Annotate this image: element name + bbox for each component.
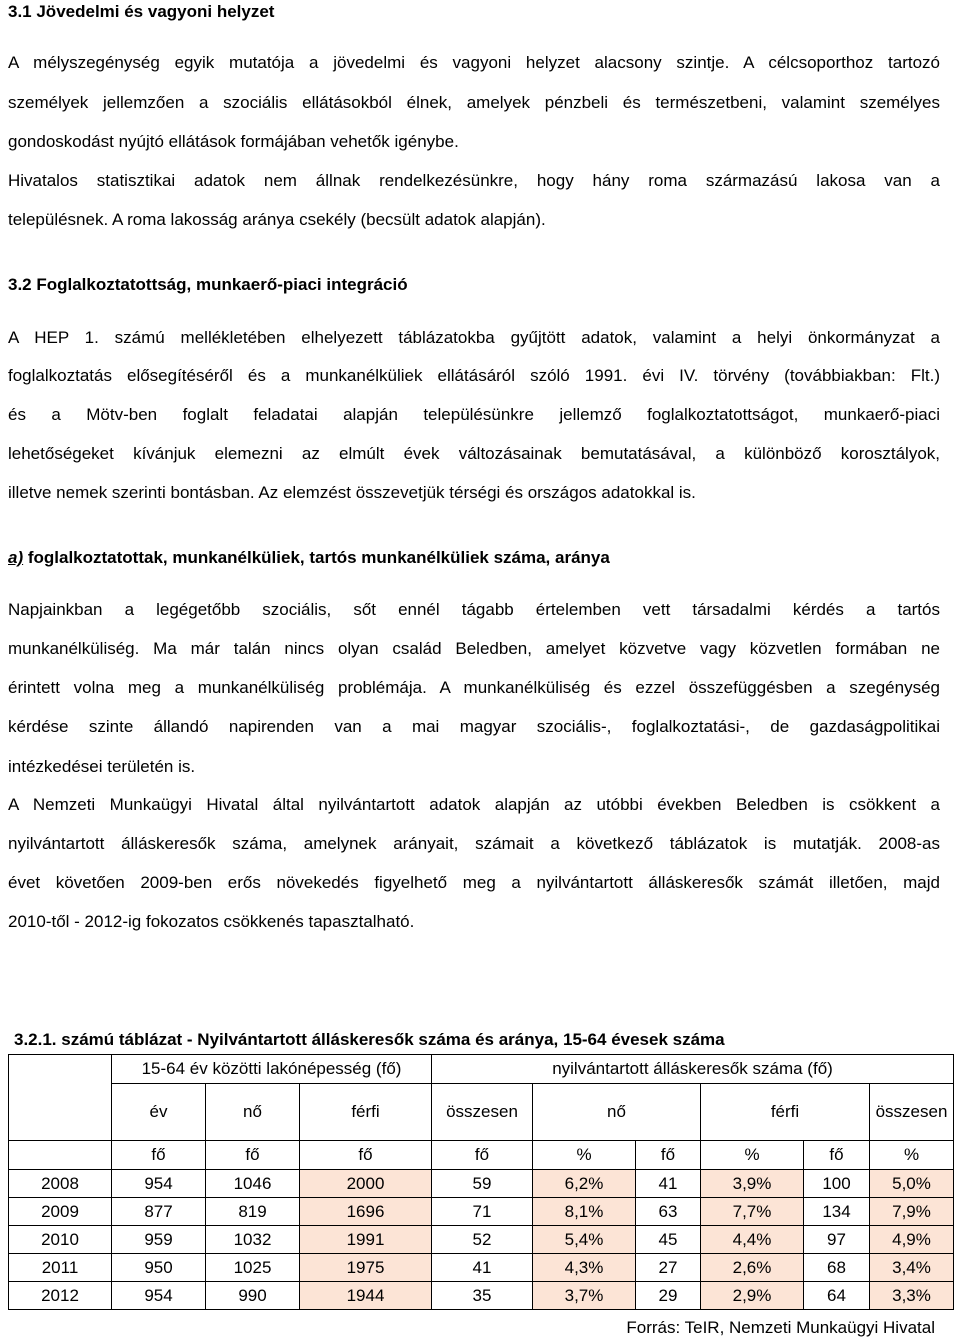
cell-js-total: 100	[804, 1170, 870, 1198]
paragraph-line: gondoskodást nyújtó ellátások formájában vehetők igénybe.	[8, 132, 459, 151]
cell-js-men-pct: 2,9%	[701, 1282, 804, 1310]
header-group-job-seekers: nyilvántartott álláskeresők száma (fő)	[432, 1055, 954, 1084]
cell-js-total-pct: 3,3%	[870, 1282, 954, 1310]
paragraph-line: A Nemzeti Munkaügyi Hivatal által nyilvántartott adatok alapján az utóbbi években Beledben is csökkent a	[8, 795, 940, 814]
unit-cell: %	[533, 1141, 636, 1170]
cell-women: 959	[112, 1226, 206, 1254]
cell-js-total-pct: 5,0%	[870, 1170, 954, 1198]
paragraph-line: A mélyszegénység egyik mutatója a jövedelmi és vagyoni helyzet alacsony szintje. A célcsoporthoz tartozó	[8, 53, 940, 72]
section-heading-3-2: 3.2 Foglalkoztatottság, munkaerő-piaci integráció	[8, 275, 408, 294]
table-row	[9, 1170, 954, 1198]
cell-js-men-pct: 2,6%	[701, 1254, 804, 1282]
cell-js-men-pct: 4,4%	[701, 1226, 804, 1254]
paragraph-line: Hivatalos statisztikai adatok nem állnak rendelkezésünkre, hogy hány roma származású lakosa van a	[8, 171, 940, 190]
unit-empty	[9, 1141, 112, 1170]
paragraph-line: Napjainkban a legégetőbb szociális, sőt ennél tágabb értelemben vett társadalmi kérdés a tartós	[8, 600, 940, 619]
cell-js-men: 63	[636, 1198, 701, 1226]
cell-women: 954	[112, 1170, 206, 1198]
unit-cell: fő	[206, 1141, 300, 1170]
header-js-women: nő	[533, 1084, 701, 1141]
table-caption: 3.2.1. számú táblázat - Nyilvántartott álláskeresők száma és aránya, 15-64 évesek száma	[14, 1030, 725, 1049]
cell-js-women-pct: 4,3%	[533, 1254, 636, 1282]
subsection-title: foglalkoztatottak, munkanélküliek, tartós munkanélküliek száma, aránya	[23, 548, 610, 567]
unit-cell: %	[701, 1141, 804, 1170]
cell-total: 1975	[300, 1254, 432, 1282]
cell-js-women-pct: 6,2%	[533, 1170, 636, 1198]
unit-cell: fő	[112, 1141, 206, 1170]
paragraph-line: munkanélküliség. Ma már talán nincs olyan család Beledben, amelyet közvetve vagy közvetlen formában ne	[8, 639, 940, 658]
cell-js-men: 29	[636, 1282, 701, 1310]
paragraph-line: A HEP 1. számú mellékletében elhelyezett táblázatokba gyűjtött adatok, valamint a helyi önkormányzat a	[8, 328, 940, 347]
cell-total: 2000	[300, 1170, 432, 1198]
table-row	[9, 1226, 954, 1254]
paragraph-line: illetve nemek szerinti bontásban. Az elemzést összevetjük térségi és országos adatokkal is.	[8, 483, 696, 502]
job-seekers-table	[8, 1054, 954, 1310]
cell-js-women: 59	[432, 1170, 533, 1198]
header-men: férfi	[300, 1084, 432, 1141]
table-source: Forrás: TeIR, Nemzeti Munkaügyi Hivatal	[626, 1318, 935, 1337]
cell-js-women: 35	[432, 1282, 533, 1310]
header-total: összesen	[432, 1084, 533, 1141]
paragraph-line: foglalkoztatás elősegítéséről és a munkanélküliek ellátásáról szóló 1991. évi IV. törvény (továbbiakban: Flt.)	[8, 366, 940, 385]
unit-cell: fő	[432, 1141, 533, 1170]
cell-js-men-pct: 3,9%	[701, 1170, 804, 1198]
cell-total: 1944	[300, 1282, 432, 1310]
cell-js-total: 64	[804, 1282, 870, 1310]
header-cell-empty	[9, 1055, 112, 1141]
table-row	[9, 1198, 954, 1226]
cell-js-women-pct: 5,4%	[533, 1226, 636, 1254]
paragraph-line: lehetőségeket kívánjuk elemezni az elmúlt évek változásainak bemutatásával, a különböző korosztályok,	[8, 444, 940, 463]
unit-cell: fő	[300, 1141, 432, 1170]
cell-women: 877	[112, 1198, 206, 1226]
paragraph-line: nyilvántartott álláskeresők száma, amelynek arányait, számait a következő táblázatok is mutatják. 2008-as	[8, 834, 940, 853]
cell-year: 2008	[9, 1170, 112, 1198]
paragraph-line: évet követően 2009-ben erős növekedés figyelhető meg a nyilvántartott álláskeresők számát illetően, majd	[8, 873, 940, 892]
cell-js-total-pct: 4,9%	[870, 1226, 954, 1254]
header-year: év	[112, 1084, 206, 1141]
subsection-letter: a)	[8, 548, 24, 567]
cell-men: 1025	[206, 1254, 300, 1282]
cell-js-women: 52	[432, 1226, 533, 1254]
subsection-heading-a	[8, 548, 940, 568]
cell-men: 990	[206, 1282, 300, 1310]
cell-year: 2009	[9, 1198, 112, 1226]
cell-men: 1046	[206, 1170, 300, 1198]
cell-men: 819	[206, 1198, 300, 1226]
cell-js-men: 41	[636, 1170, 701, 1198]
cell-js-total: 97	[804, 1226, 870, 1254]
cell-js-women: 41	[432, 1254, 533, 1282]
paragraph-line: településnek. A roma lakosság aránya csekély (becsült adatok alapján).	[8, 210, 546, 229]
cell-js-women-pct: 3,7%	[533, 1282, 636, 1310]
cell-js-men-pct: 7,7%	[701, 1198, 804, 1226]
cell-total: 1696	[300, 1198, 432, 1226]
cell-js-total-pct: 3,4%	[870, 1254, 954, 1282]
cell-women: 954	[112, 1282, 206, 1310]
unit-cell: %	[870, 1141, 954, 1170]
section-heading-3-1: 3.1 Jövedelmi és vagyoni helyzet	[8, 2, 275, 21]
cell-year: 2011	[9, 1254, 112, 1282]
table-row	[9, 1282, 954, 1310]
cell-year: 2010	[9, 1226, 112, 1254]
header-js-men: férfi	[701, 1084, 870, 1141]
header-js-total: összesen	[870, 1084, 954, 1141]
cell-js-men: 45	[636, 1226, 701, 1254]
cell-men: 1032	[206, 1226, 300, 1254]
paragraph-line: 2010-től - 2012-ig fokozatos csökkenés tapasztalható.	[8, 912, 415, 931]
cell-js-total: 134	[804, 1198, 870, 1226]
cell-js-women: 71	[432, 1198, 533, 1226]
cell-total: 1991	[300, 1226, 432, 1254]
cell-js-men: 27	[636, 1254, 701, 1282]
header-women: nő	[206, 1084, 300, 1141]
paragraph-line: személyek jellemzően a szociális ellátásokból élnek, amelyek pénzbeli és természetbeni, valamint személyes	[8, 93, 940, 112]
paragraph-line: intézkedései területén is.	[8, 757, 196, 776]
cell-js-total: 68	[804, 1254, 870, 1282]
unit-cell: fő	[636, 1141, 701, 1170]
cell-women: 950	[112, 1254, 206, 1282]
cell-js-total-pct: 7,9%	[870, 1198, 954, 1226]
paragraph-line: érintett volna meg a munkanélküliség problémája. A munkanélküliség és ezzel összefüggésben a szegénység	[8, 678, 940, 697]
cell-year: 2012	[9, 1282, 112, 1310]
table-row	[9, 1254, 954, 1282]
paragraph-line: kérdése szinte állandó napirenden van a mai magyar szociális-, foglalkoztatási-, de gazdaságpolitikai	[8, 717, 940, 736]
cell-js-women-pct: 8,1%	[533, 1198, 636, 1226]
unit-cell: fő	[804, 1141, 870, 1170]
paragraph-line: és a Mötv-ben foglalt feladatai alapján településünkre jellemző foglalkoztatottságot, munkaerő-piaci	[8, 405, 940, 424]
header-group-population: 15-64 év közötti lakónépesség (fő)	[112, 1055, 432, 1084]
